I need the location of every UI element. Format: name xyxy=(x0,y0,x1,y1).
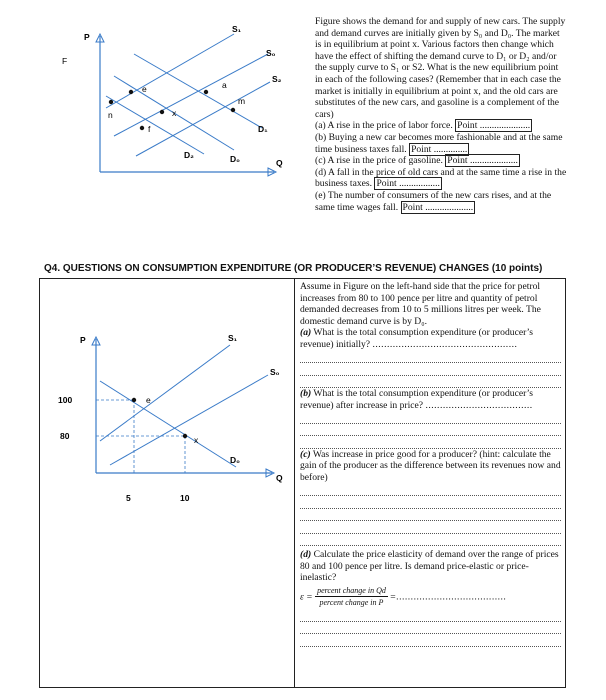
q4-formula-answer[interactable]: =...................................... xyxy=(390,591,507,603)
q4-answer-line-b2[interactable] xyxy=(300,424,561,437)
q3-curve-s2 xyxy=(136,82,270,156)
q4-answer-line-c1[interactable] xyxy=(300,484,561,497)
q4-answer-line-d3[interactable] xyxy=(300,634,561,647)
q4-petrol-figure xyxy=(40,279,294,687)
q4-answer-line-c5[interactable] xyxy=(300,534,561,547)
q3-label-n: n xyxy=(108,110,113,120)
q3-figure-box xyxy=(44,4,307,249)
q3-axis-q-label: Q xyxy=(276,158,283,168)
q4-curve-d0 xyxy=(100,381,236,467)
q3-point-n xyxy=(109,100,113,104)
q3-answer-d[interactable]: Point ................. xyxy=(376,178,440,190)
q4-elasticity-formula: ε = $\frac{\text{percent change in Qd}}{\text{percent change in P}}$ =...................................... xyxy=(300,585,507,608)
q3-label-m: m xyxy=(238,96,246,106)
q4-question-c: (c) Was increase in price good for a producer? (hint: calculate the gain of the producer as the difference between its revenues now and before) xyxy=(300,448,561,483)
q3-label-a: a xyxy=(222,80,227,90)
q3-case-b: (b) Buying a new car becomes more fashionable and at the same time business taxes fall. Point .............. xyxy=(315,131,563,155)
q3-case-a: (a) A rise in the price of labor force. Point ..................... xyxy=(315,120,531,132)
q3-point-e xyxy=(129,90,133,94)
q4-tick-80: 80 xyxy=(60,431,70,441)
q3-label-d2: D₂ xyxy=(184,150,194,160)
q4-question-b: (b) What is the total consumption expenditure (or producer’s revenue) after increase in price? ..................................... xyxy=(300,388,534,411)
q4-answer-line-c4[interactable] xyxy=(300,521,561,534)
q3-point-m xyxy=(231,108,235,112)
q4-answer-line-c2[interactable] xyxy=(300,496,561,509)
q3-answer-a[interactable]: Point ..................... xyxy=(457,120,531,132)
q4-tick-5: 5 xyxy=(126,493,131,503)
q4-label-e: e xyxy=(146,395,151,405)
q4-label-s1: S₁ xyxy=(228,333,238,343)
q3-label-d0: D₀ xyxy=(230,154,240,164)
q4-answer-line-d2[interactable] xyxy=(300,622,561,635)
q3-case-d: (d) A fall in the price of old cars and at the same time a rise in the business taxes. Point ................. xyxy=(315,166,567,190)
q4-label-s0: S₀ xyxy=(270,367,280,377)
q3-curve-s1 xyxy=(106,34,234,108)
q4-answer-line-a2[interactable] xyxy=(300,363,561,376)
q4-axis-p-label: P xyxy=(80,335,86,345)
q4-figure-box xyxy=(39,278,295,688)
q3-label-f: F xyxy=(62,56,68,66)
q4-answer-line-a3[interactable] xyxy=(300,376,561,389)
q3-supply-demand-figure xyxy=(44,4,307,249)
q3-answer-e[interactable]: Point .................... xyxy=(402,201,474,213)
q3-label-s2: S₂ xyxy=(272,74,282,84)
q4-question-a: (a) What is the total consumption expenditure (or producer’s revenue) initially? .................................................. xyxy=(300,327,534,350)
q4-answer-line-b1[interactable] xyxy=(300,411,561,424)
q3-case-c: (c) A rise in the price of gasoline. Point .................... xyxy=(315,155,518,167)
q4-label-x: x xyxy=(194,435,199,445)
q3-label-e: e xyxy=(142,84,147,94)
q3-curve-d1 xyxy=(134,54,262,128)
q4-axis-q-label: Q xyxy=(276,473,283,483)
q3-label-d1: D₁ xyxy=(258,124,268,134)
q4-answer-line-b3[interactable] xyxy=(300,436,561,449)
q4-intro: Assume in Figure on the left-hand side that the price for petrol increases from 80 to 100 pence per litre and quantity of petrol demanded decreases from 10 to 5 millions litres per week. The domestic demand curve is by D₀. xyxy=(300,281,541,327)
q4-point-e xyxy=(132,398,136,402)
q3-label-s1: S₁ xyxy=(232,24,242,34)
q3-label-s0: S₀ xyxy=(266,48,276,58)
q4-answer-line-c3[interactable] xyxy=(300,509,561,522)
q3-answer-c[interactable]: Point .................... xyxy=(447,155,518,167)
q3-case-e: (e) The number of consumers of the new cars rises, and at the same time wages fall. Point .................... xyxy=(315,189,552,213)
q4-label-d0: D₀ xyxy=(230,455,240,465)
q4-question-d: (d) Calculate the price elasticity of demand over the range of prices 80 and 100 pence per litre. Is demand price-elastic or price-inelastic? xyxy=(300,549,559,584)
q3-intro: Figure shows the demand for and supply of new cars. The supply and demand curves are initially given by S₀ and D₀. The market is in equilibrium at point x. Various factors then change which have the effect of shifting the demand curve to D₁ or D₂ and/or the supply curve to S₁ or S2. What is the new equilibrium point in each of the following cases? (Remember that in each case the market is initially in equilibrium at point x, and the old cars are substitutes of the new cars, and gasoline is a complement of the cars) xyxy=(315,16,566,120)
q4-formula-fraction: $\frac{\text{percent change in Qd}}{\text{percent change in P}}$ xyxy=(317,585,386,608)
q3-axis-p-label: P xyxy=(84,32,90,42)
q4-answer-line-a1[interactable] xyxy=(300,351,561,364)
q4-point-x xyxy=(183,434,187,438)
q4-tick-100: 100 xyxy=(58,395,73,405)
q3-label-f-point: f xyxy=(148,124,151,134)
q4-heading: Q4. QUESTIONS ON CONSUMPTION EXPENDITURE (OR PRODUCER’S REVENUE) CHANGES (10 points) xyxy=(44,263,543,274)
q3-answer-b[interactable]: Point .............. xyxy=(411,143,468,155)
q3-text-box xyxy=(309,4,569,244)
q4-answer-line-d1[interactable] xyxy=(300,609,561,622)
q3-point-a xyxy=(204,90,208,94)
q3-label-x: x xyxy=(172,108,177,118)
q3-point-x xyxy=(160,110,164,114)
q4-tick-10: 10 xyxy=(180,493,190,503)
q3-point-f xyxy=(140,126,144,130)
q4-text-box xyxy=(294,278,566,688)
